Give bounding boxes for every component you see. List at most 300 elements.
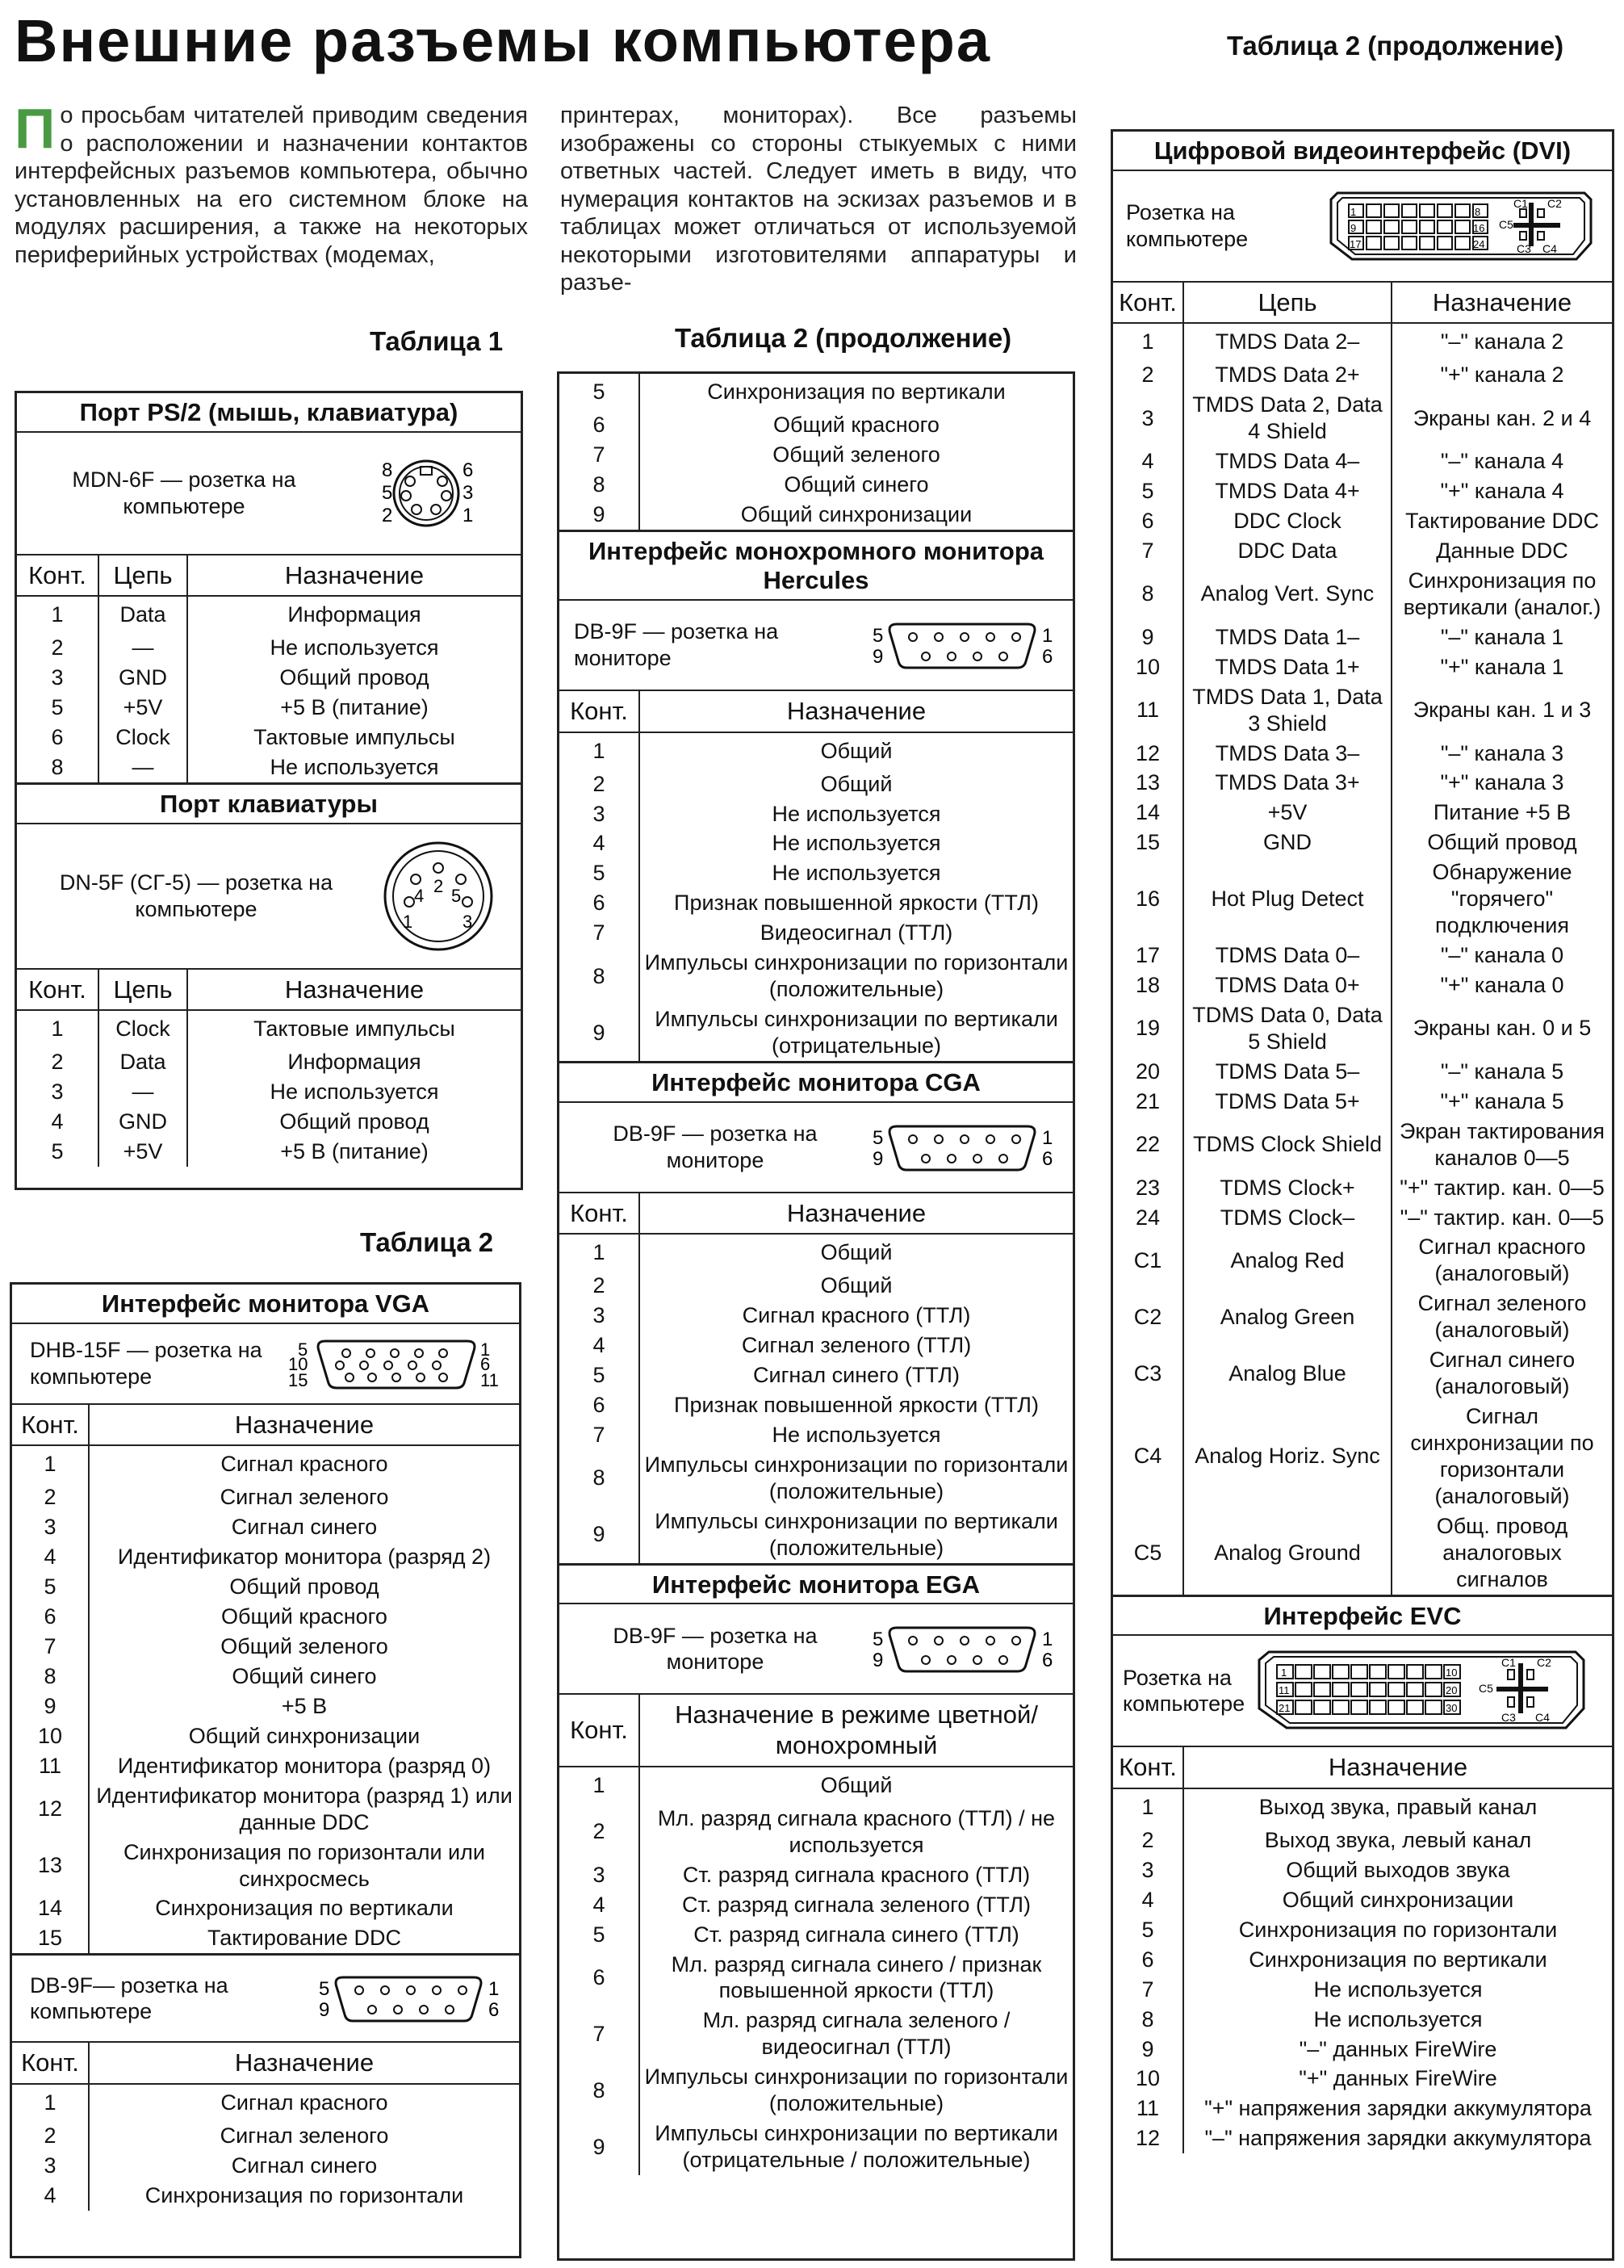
- ps2-connector-label: MDN-6F — розетка на компьютере: [72, 467, 296, 518]
- dvi-connector-row: [1113, 170, 1612, 281]
- pin-number: 10: [1135, 2066, 1161, 2091]
- pin-function: Импульсы синхронизации по вертикали (отрицательные): [638, 1004, 1073, 1061]
- pin-function: Экран тактирования каналов 0—5: [1391, 1117, 1612, 1173]
- table-row: [17, 723, 521, 753]
- column-header: Конт.: [28, 560, 86, 589]
- pin-signal: TMDS Data 4+: [1182, 476, 1391, 506]
- table-row: [559, 2062, 1073, 2119]
- pin-number: 9: [592, 1020, 605, 1045]
- pin-function: "–" напряжения зарядки аккумулятора: [1182, 2123, 1612, 2153]
- table-row: [12, 2121, 519, 2151]
- pin-function: "+" канала 5: [1391, 1087, 1612, 1117]
- pin-function: Общий синего: [88, 1662, 519, 1692]
- pin-number: 6: [592, 1393, 605, 1418]
- pin-function: Сигнал красного (ТТЛ): [638, 1301, 1073, 1331]
- pin-label: 9: [873, 1650, 884, 1672]
- pin-number: 3: [44, 1515, 57, 1540]
- pin-number: 4: [51, 1109, 64, 1134]
- pin-function: Синхронизация по горизонтали: [88, 2181, 519, 2211]
- table-row: [559, 1950, 1073, 2006]
- pin-function: "+" канала 1: [1391, 652, 1612, 682]
- pin-label: 1: [1042, 1126, 1053, 1149]
- pin-function: Мл. разряд сигнала синего / признак повышенной яркости (ТТЛ): [638, 1950, 1073, 2006]
- pin-label: C3: [1517, 241, 1531, 255]
- table-row: [12, 1444, 519, 1482]
- pin-function: Идентификатор монитора (разряд 1) или данные DDC: [88, 1781, 519, 1838]
- pin-signal: +5V: [1182, 798, 1391, 828]
- pin-function: Общ. провод аналоговых сигналов: [1391, 1511, 1612, 1595]
- pin-number: 2: [1141, 1827, 1154, 1852]
- pin-signal: +5V: [98, 1137, 186, 1167]
- pin-label: 4: [414, 885, 425, 906]
- pin-label: 5: [451, 885, 462, 906]
- pin-label: C1: [1513, 196, 1528, 210]
- table-row: [1113, 2035, 1612, 2065]
- pin-label: 1: [1281, 1666, 1287, 1679]
- table-row: [1113, 1826, 1612, 1855]
- table-row: [17, 595, 521, 633]
- pin-number: C3: [1133, 1360, 1162, 1386]
- pin-label: 15: [288, 1369, 308, 1390]
- pin-function: Сигнал синхронизации по горизонтали (аналоговый): [1391, 1402, 1612, 1511]
- pin-function: +5 В (питание): [186, 1137, 521, 1167]
- table-row: [12, 1602, 519, 1632]
- table-row: [1113, 652, 1612, 682]
- column-header: Конт.: [570, 1198, 628, 1227]
- pin-number: 1: [592, 1772, 605, 1797]
- table-row: [1113, 322, 1612, 360]
- pin-function: Синхронизация по вертикали: [88, 1893, 519, 1923]
- pin-number: 1: [1141, 329, 1154, 354]
- pin-signal: TMDS Data 2+: [1182, 360, 1391, 390]
- table-row: [12, 2083, 519, 2121]
- pin-function: Общий зеленого: [88, 1632, 519, 1662]
- pin-label: 10: [288, 1353, 308, 1374]
- pin-number: 8: [592, 472, 605, 497]
- table-row: [1113, 768, 1612, 798]
- intro-dropcap: П: [15, 97, 56, 160]
- pin-number: 8: [1141, 581, 1154, 606]
- pin-number: 9: [1141, 624, 1154, 649]
- dvi-connector-label: Розетка на компьютере: [1126, 200, 1249, 251]
- pin-number: 3: [51, 1080, 64, 1105]
- pin-number: 12: [1135, 740, 1161, 765]
- pin-label: 21: [1279, 1702, 1291, 1715]
- pin-number: 3: [592, 801, 605, 826]
- table1-label: Таблица 1: [370, 326, 504, 356]
- pin-number: 5: [1141, 1917, 1154, 1942]
- pin-number: 7: [44, 1634, 57, 1659]
- pin-function: Не используется: [186, 633, 521, 663]
- pin-label: 5: [382, 481, 393, 504]
- pin-function: Общий синего: [638, 470, 1073, 500]
- pin-function: Тактирование DDC: [1391, 506, 1612, 536]
- table-row: [559, 799, 1073, 829]
- pin-signal: Data: [98, 597, 186, 633]
- table-header-row: [1113, 281, 1612, 323]
- pin-number: 3: [1141, 1857, 1154, 1882]
- pin-label: C2: [1547, 196, 1562, 210]
- pin-number: 1: [592, 1240, 605, 1265]
- cga-connector-row: [559, 1101, 1073, 1192]
- pin-label: 5: [873, 624, 884, 647]
- pin-label: C5: [1479, 1682, 1494, 1696]
- pin-number: 2: [1141, 363, 1154, 388]
- table-header-row: [12, 1403, 519, 1445]
- pin-label: 9: [1350, 221, 1357, 234]
- ega-connector-label: DB-9F — розетка на мониторе: [613, 1623, 818, 1675]
- pin-signal: TMDS Data 1+: [1182, 652, 1391, 682]
- table-row: [17, 693, 521, 723]
- pin-number: 2: [44, 1485, 57, 1510]
- table-row: [1113, 2094, 1612, 2123]
- table-row: [559, 1331, 1073, 1360]
- pin-number: 5: [592, 861, 605, 886]
- table-row: [1113, 1232, 1612, 1289]
- table-row: [12, 1632, 519, 1662]
- table-row: [559, 732, 1073, 769]
- pin-function: Информация: [186, 1047, 521, 1077]
- table-row: [12, 1781, 519, 1838]
- pin-label: C3: [1501, 1711, 1517, 1725]
- table-row: [17, 1009, 521, 1047]
- pin-number: 8: [1141, 2006, 1154, 2031]
- pin-function: Общий: [638, 1235, 1073, 1271]
- column-header: Цепь: [98, 555, 186, 596]
- pin-number: 1: [51, 1017, 64, 1042]
- pin-function: "–" тактир. кан. 0—5: [1391, 1203, 1612, 1233]
- pin-number: 11: [38, 1753, 62, 1778]
- pin-function: "–" данных FireWire: [1182, 2035, 1612, 2065]
- pin-label: 5: [873, 1629, 884, 1651]
- pin-function: Сигнал зеленого: [88, 2121, 519, 2151]
- table-row: [559, 1301, 1073, 1331]
- pin-signal: Clock: [98, 723, 186, 753]
- pin-signal: TDMS Clock+: [1182, 1173, 1391, 1203]
- table-row: [559, 1766, 1073, 1804]
- pin-number: 6: [51, 725, 64, 750]
- pin-label: 6: [463, 459, 474, 481]
- pin-number: 8: [51, 755, 64, 780]
- pin-signal: —: [98, 633, 186, 663]
- pin-number: 5: [592, 1363, 605, 1388]
- pin-number: 3: [592, 1862, 605, 1887]
- evc-connector-label: Розетка на компьютере: [1123, 1665, 1245, 1717]
- pin-function: Общий красного: [88, 1602, 519, 1632]
- pin-number: 7: [592, 1422, 605, 1447]
- column-header: Назначение: [88, 2043, 519, 2083]
- pin-number: 2: [592, 1819, 605, 1844]
- hercules-section-title: Интерфейс монохромного монитора Hercules: [559, 530, 1073, 599]
- evc-connector-icon: [1245, 1644, 1600, 1738]
- table-row: [17, 753, 521, 782]
- table-row: [12, 2151, 519, 2181]
- keyboard-pin-table: [17, 968, 521, 1168]
- pin-label: 3: [463, 481, 474, 504]
- table-row: [1113, 971, 1612, 1000]
- pin-function: Не используется: [638, 858, 1073, 888]
- table-row: [12, 1542, 519, 1572]
- pin-function: Сигнал синего (аналоговый): [1391, 1345, 1612, 1402]
- pin-function: Видеосигнал (ТТЛ): [638, 918, 1073, 948]
- vga-section-title: Интерфейс монитора VGA: [101, 1289, 430, 1318]
- table-row: [1113, 476, 1612, 506]
- pin-number: 9: [44, 1693, 57, 1718]
- table-row: [1113, 506, 1612, 536]
- pin-label: 8: [382, 459, 393, 481]
- pin-number: 22: [1135, 1132, 1161, 1157]
- hercules-connector-label: DB-9F — розетка на мониторе: [574, 619, 779, 670]
- pin-function: "–" канала 3: [1391, 739, 1612, 769]
- table2-right-box: [1111, 129, 1614, 2261]
- pin-signal: Analog Red: [1182, 1232, 1391, 1289]
- pin-function: Данные DDC: [1391, 536, 1612, 566]
- table-header-row: [559, 1693, 1073, 1766]
- pin-function: Сигнал красного: [88, 2085, 519, 2121]
- table-header-row: [12, 2041, 519, 2083]
- pin-label: 1: [480, 1339, 491, 1360]
- pin-label: C4: [1535, 1711, 1551, 1725]
- table-row: [17, 1137, 521, 1167]
- column-header: Конт.: [21, 2048, 79, 2077]
- pin-function: Синхронизация по вертикали: [1182, 1945, 1612, 1975]
- table-row: [12, 1751, 519, 1781]
- evc-connector-row: [1113, 1634, 1612, 1746]
- pin-function: Общий синхронизации: [1182, 1885, 1612, 1915]
- table-row: [559, 440, 1073, 470]
- table-row: [559, 2119, 1073, 2175]
- pin-number: 14: [1135, 800, 1161, 825]
- column-header: Назначение: [638, 691, 1073, 732]
- pin-function: Экраны кан. 1 и 3: [1391, 682, 1612, 739]
- pin-number: 3: [592, 1303, 605, 1328]
- pin-function: "–" канала 5: [1391, 1057, 1612, 1087]
- table-row: [17, 663, 521, 693]
- pin-function: Синхронизация по горизонтали или синхросмесь: [88, 1838, 519, 1894]
- db9-connector-label: DB-9F— розетка на компьютере: [30, 1972, 228, 2024]
- pin-number: 23: [1135, 1175, 1161, 1200]
- pin-number: 9: [1141, 2036, 1154, 2061]
- pin-function: Импульсы синхронизации по вертикали (отрицательные / положительные): [638, 2119, 1073, 2175]
- table-row: [12, 2181, 519, 2211]
- table-row: [559, 1507, 1073, 1563]
- column-header: Назначение в режиме цветной/монохромный: [638, 1695, 1073, 1766]
- pin-label: 9: [319, 1999, 330, 2022]
- pin-function: "+" тактир. кан. 0—5: [1391, 1173, 1612, 1203]
- pin-number: 5: [592, 379, 605, 404]
- pin-number: 9: [592, 501, 605, 526]
- table-row: [1113, 2123, 1612, 2153]
- db9-pin-table: [12, 2041, 519, 2211]
- table-row: [17, 633, 521, 663]
- pin-signal: TMDS Data 2–: [1182, 324, 1391, 360]
- table-row: [559, 410, 1073, 440]
- db-9-icon: [861, 1616, 1063, 1681]
- dvi-section-title: Цифровой видеоинтерфейс (DVI): [1153, 136, 1572, 165]
- table-row: [12, 1893, 519, 1923]
- column-header: Цепь: [98, 970, 186, 1010]
- table2-cont-label: Таблица 2 (продолжение): [675, 323, 1012, 353]
- table-row: [17, 1107, 521, 1137]
- pin-signal: DDC Clock: [1182, 506, 1391, 536]
- pin-number: 2: [592, 771, 605, 796]
- pin-number: 8: [44, 1663, 57, 1688]
- table-row: [12, 1482, 519, 1512]
- pin-function: Синхронизация по вертикали: [638, 374, 1073, 410]
- table-row: [1113, 2064, 1612, 2094]
- pin-signal: Clock: [98, 1011, 186, 1047]
- db-9-icon: [861, 613, 1063, 677]
- table-row: [1113, 566, 1612, 623]
- table-row: [1113, 1289, 1612, 1345]
- pin-function: "+" канала 4: [1391, 476, 1612, 506]
- table-row: [559, 2006, 1073, 2062]
- keyboard-connector-label: DN-5F (СГ-5) — розетка на компьютере: [59, 870, 333, 921]
- column-header: Назначение: [186, 555, 521, 596]
- pin-number: 3: [1141, 405, 1154, 430]
- pin-function: Общий: [638, 769, 1073, 799]
- table-row: [1113, 857, 1612, 941]
- pin-number: 3: [51, 665, 64, 690]
- vga-rest-pin-table: [559, 374, 1073, 530]
- pin-signal: TMDS Data 1, Data 3 Shield: [1182, 682, 1391, 739]
- pin-number: 14: [37, 1896, 63, 1921]
- pin-signal: TMDS Data 2, Data 4 Shield: [1182, 390, 1391, 446]
- pin-function: Общий провод: [88, 1572, 519, 1602]
- pin-function: +5 В: [88, 1692, 519, 1721]
- table-row: [1113, 1975, 1612, 2005]
- pin-number: 1: [51, 602, 64, 627]
- pin-number: 5: [592, 1922, 605, 1947]
- table-row: [1113, 1117, 1612, 1173]
- pin-number: 17: [1135, 943, 1161, 968]
- pin-number: 9: [592, 2134, 605, 2159]
- pin-label: 9: [873, 1147, 884, 1170]
- pin-number: 2: [592, 1273, 605, 1298]
- pin-number: 21: [1135, 1088, 1161, 1113]
- pin-function: "–" канала 0: [1391, 941, 1612, 971]
- table-row: [1113, 1885, 1612, 1915]
- column-header: Конт.: [21, 1410, 79, 1439]
- table-row: [559, 1390, 1073, 1420]
- pin-number: 6: [1141, 1947, 1154, 1972]
- pin-function: Признак повышенной яркости (ТТЛ): [638, 888, 1073, 918]
- table1-box: [15, 391, 523, 1190]
- pin-number: 10: [1135, 654, 1161, 679]
- pin-signal: Analog Ground: [1182, 1511, 1391, 1595]
- table-row: [559, 1920, 1073, 1950]
- pin-function: Общий выходов звука: [1182, 1855, 1612, 1885]
- pin-number: 5: [51, 695, 64, 720]
- table-row: [1113, 941, 1612, 971]
- keyboard-section-title: Порт клавиатуры: [17, 782, 521, 823]
- pin-number: 8: [592, 1465, 605, 1490]
- intro-column-2: принтерах, мониторах). Все разъемы изображены со стороны стыкуемых с ними ответных частей. Следует иметь в виду, что нумерация контактов на эскизах разъемов и в таблицах может отличаться от используемой некоторыми изготовителями аппаратуры и разъе-: [560, 103, 1077, 296]
- evc-pin-table: [1113, 1746, 1612, 2153]
- evc-section-title: Интерфейс EVC: [1113, 1595, 1612, 1635]
- pin-number: C4: [1133, 1444, 1162, 1469]
- pin-label: 8: [1475, 205, 1481, 218]
- table-row: [559, 1890, 1073, 1920]
- table-row: [1113, 446, 1612, 476]
- pin-function: Обнаружение "горячего" подключения: [1391, 857, 1612, 941]
- table-row: [559, 858, 1073, 888]
- column-header: Назначение: [1182, 1747, 1612, 1788]
- pin-signal: Analog Blue: [1182, 1345, 1391, 1402]
- pin-number: 6: [592, 891, 605, 916]
- pin-label: 1: [1350, 205, 1357, 218]
- table-row: [559, 1271, 1073, 1301]
- ega-section-title: Интерфейс монитора EGA: [559, 1563, 1073, 1604]
- pin-function: Выход звука, левый канал: [1182, 1826, 1612, 1855]
- table-row: [1113, 1173, 1612, 1203]
- pin-function: "+" канала 3: [1391, 768, 1612, 798]
- pin-label: 11: [480, 1369, 499, 1390]
- table-row: [559, 1233, 1073, 1271]
- ega-connector-row: [559, 1603, 1073, 1693]
- pin-function: Общий красного: [638, 410, 1073, 440]
- pin-number: 20: [1135, 1059, 1161, 1084]
- column-header: Назначение: [88, 1405, 519, 1445]
- keyboard-connector-row: [17, 823, 521, 968]
- pin-label: 1: [1042, 1629, 1053, 1651]
- pin-function: Сигнал зеленого: [88, 1482, 519, 1512]
- pin-number: 4: [1141, 449, 1154, 474]
- hercules-pin-table: [559, 690, 1073, 1061]
- pin-number: 11: [1136, 2096, 1160, 2121]
- pin-function: "–" канала 1: [1391, 623, 1612, 652]
- table-header-row: [17, 554, 521, 596]
- table-row: [1113, 1087, 1612, 1117]
- pin-number: 10: [37, 1723, 63, 1748]
- pin-number: 5: [1141, 479, 1154, 504]
- table-row: [1113, 1915, 1612, 1945]
- column-header: Назначение: [186, 970, 521, 1010]
- pin-number: 15: [37, 1926, 63, 1951]
- pin-signal: TDMS Data 5+: [1182, 1087, 1391, 1117]
- column-header: Назначение: [638, 1193, 1073, 1234]
- table-row: [1113, 1855, 1612, 1885]
- pin-number: 12: [37, 1796, 63, 1822]
- column-header: Конт.: [570, 696, 628, 725]
- pin-signal: TDMS Data 0, Data 5 Shield: [1182, 1000, 1391, 1057]
- pin-function: Не используется: [638, 1420, 1073, 1450]
- pin-label: C1: [1501, 1656, 1517, 1670]
- table-row: [1113, 360, 1612, 390]
- pin-function: Общий провод: [1391, 828, 1612, 857]
- table-row: [1113, 1057, 1612, 1087]
- pin-number: 4: [44, 1545, 57, 1570]
- pin-function: Не используется: [638, 799, 1073, 829]
- dvi-connector-icon: [1320, 182, 1602, 270]
- table-row: [12, 1838, 519, 1894]
- pin-number: 4: [592, 1892, 605, 1917]
- pin-function: "–" канала 4: [1391, 446, 1612, 476]
- pin-signal: +5V: [98, 693, 186, 723]
- pin-label: 2: [382, 504, 393, 526]
- table-row: [12, 1662, 519, 1692]
- pin-function: Питание +5 В: [1391, 798, 1612, 828]
- pin-function: Синхронизация по вертикали (аналог.): [1391, 566, 1612, 623]
- pin-function: Мл. разряд сигнала красного (ТТЛ) / не используется: [638, 1804, 1073, 1860]
- table2-label: Таблица 2: [360, 1227, 494, 1257]
- table-row: [1113, 682, 1612, 739]
- pin-signal: Hot Plug Detect: [1182, 857, 1391, 941]
- pin-signal: —: [98, 1077, 186, 1107]
- pin-number: C1: [1133, 1247, 1162, 1272]
- pin-function: Ст. разряд сигнала синего (ТТЛ): [638, 1920, 1073, 1950]
- pin-function: Идентификатор монитора (разряд 0): [88, 1751, 519, 1781]
